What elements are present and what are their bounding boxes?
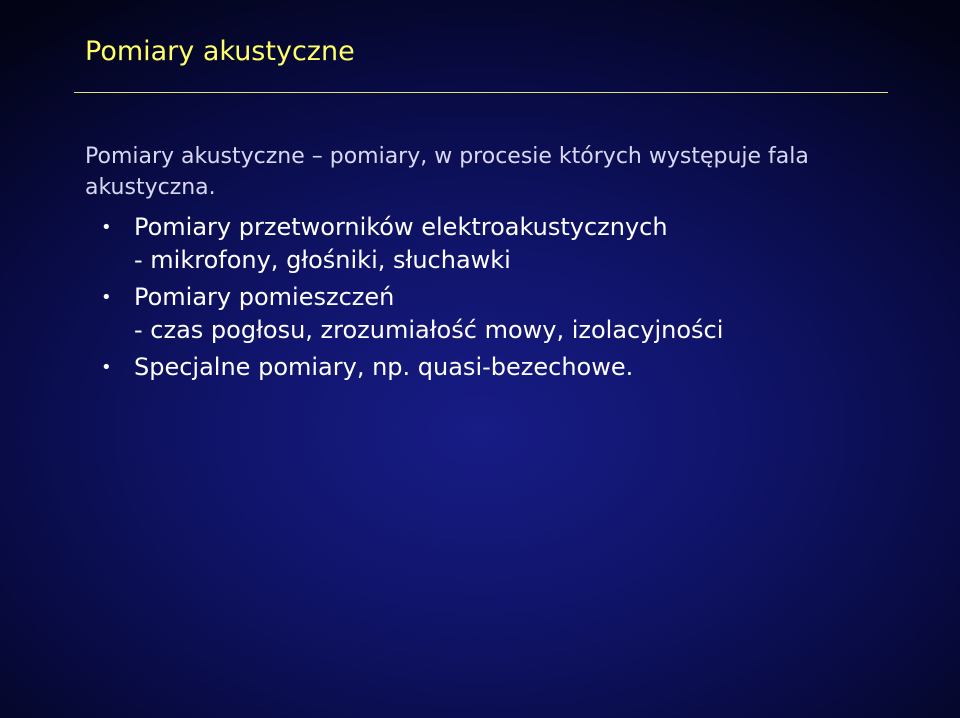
bullet-content	[134, 211, 668, 277]
bullet-icon: •	[101, 357, 112, 378]
bullet-list	[101, 211, 901, 388]
intro-text: Pomiary akustyczne – pomiary, w procesie których występuje fala akustyczna.	[85, 144, 809, 200]
bullet-text: Pomiary przetworników elektroakustycznych	[134, 213, 668, 241]
bullet-text: Pomiary pomieszczeń	[134, 283, 395, 311]
bullet-item-transducers	[101, 211, 901, 277]
bullet-item-special	[101, 351, 901, 384]
bullet-content	[134, 351, 633, 384]
bullet-item-rooms	[101, 281, 901, 347]
bullet-subtext: - mikrofony, głośniki, słuchawki	[134, 246, 511, 274]
bullet-subtext: - czas pogłosu, zrozumiałość mowy, izolacyjności	[134, 316, 724, 344]
slide-title: Pomiary akustyczne	[85, 36, 355, 67]
bullet-icon: •	[101, 287, 112, 308]
bullet-icon: •	[101, 217, 112, 238]
title-underline	[74, 92, 888, 93]
bullet-content	[134, 281, 723, 347]
bullet-text: Specjalne pomiary, np. quasi-bezechowe.	[134, 353, 634, 381]
